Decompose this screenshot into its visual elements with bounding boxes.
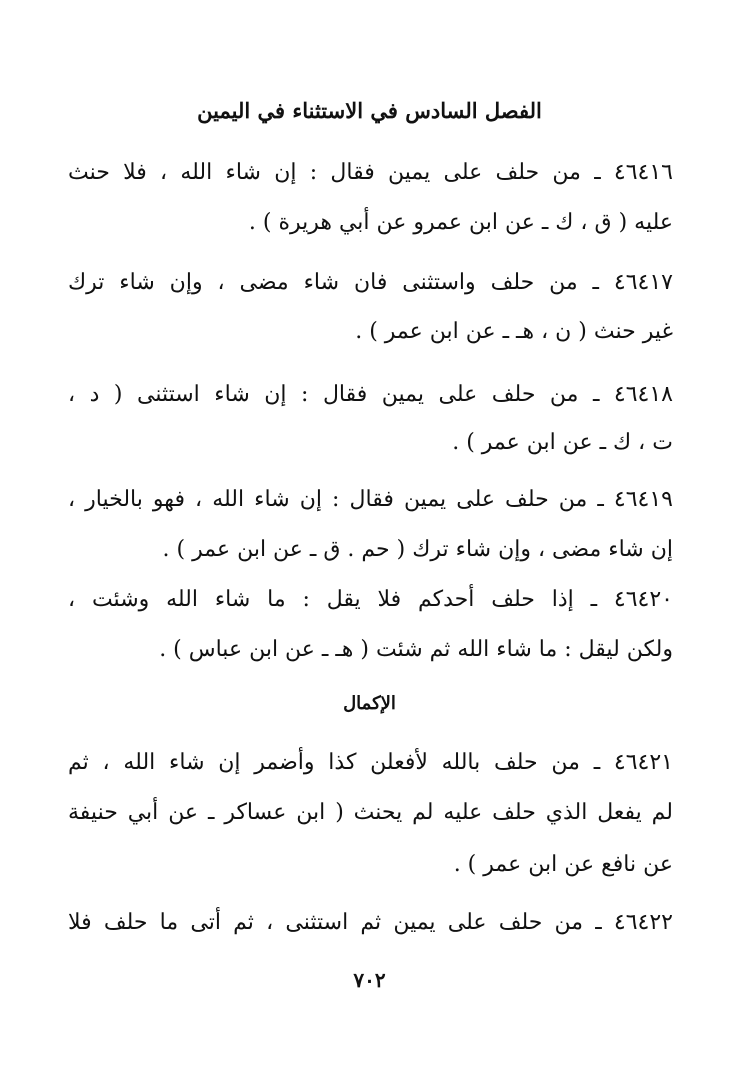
- text-line: غير حنث ( ن ، هـ ـ عن ابن عمر ) .: [355, 319, 673, 344]
- text-line: ٤٦٤١٦ ـ من حلف على يمين فقال : إن شاء الله ، فلا حنث: [68, 160, 673, 185]
- section-subheading: الإكمال: [343, 693, 396, 714]
- chapter-heading: الفصل السادس في الاستثناء في اليمين: [197, 98, 542, 123]
- text-line: ولكن ليقل : ما شاء الله ثم شئت ( هـ ـ عن ابن عباس ) .: [159, 637, 673, 662]
- text-line: إن شاء مضى ، وإن شاء ترك ( حم . ق ـ عن ابن عمر ) .: [162, 537, 673, 562]
- text-line: عن نافع عن ابن عمر ) .: [453, 852, 673, 877]
- text-line: ت ، ك ـ عن ابن عمر ) .: [452, 430, 673, 455]
- text-line: ٤٦٤٢١ ـ من حلف بالله لأفعلن كذا وأضمر إن شاء الله ، ثم: [68, 750, 673, 775]
- text-line: ٤٦٤١٨ ـ من حلف على يمين فقال : إن شاء استثنى ( د ،: [68, 382, 673, 407]
- page-number: ٧٠٢: [353, 968, 386, 992]
- text-line: لم يفعل الذي حلف عليه لم يحنث ( ابن عساكر ـ عن أبي حنيفة: [68, 800, 673, 825]
- text-line: ٤٦٤٢٢ ـ من حلف على يمين ثم استثنى ، ثم أتى ما حلف فلا: [68, 910, 673, 935]
- text-line: عليه ( ق ، ك ـ عن ابن عمرو عن أبي هريرة ) .: [248, 210, 673, 235]
- text-line: ٤٦٤١٧ ـ من حلف واستثنى فان شاء مضى ، وإن شاء ترك: [68, 270, 673, 295]
- text-line: ٤٦٤٢٠ ـ إذا حلف أحدكم فلا يقل : ما شاء الله وشئت ،: [68, 587, 673, 612]
- text-line: ٤٦٤١٩ ـ من حلف على يمين فقال : إن شاء الله ، فهو بالخيار ،: [68, 487, 673, 512]
